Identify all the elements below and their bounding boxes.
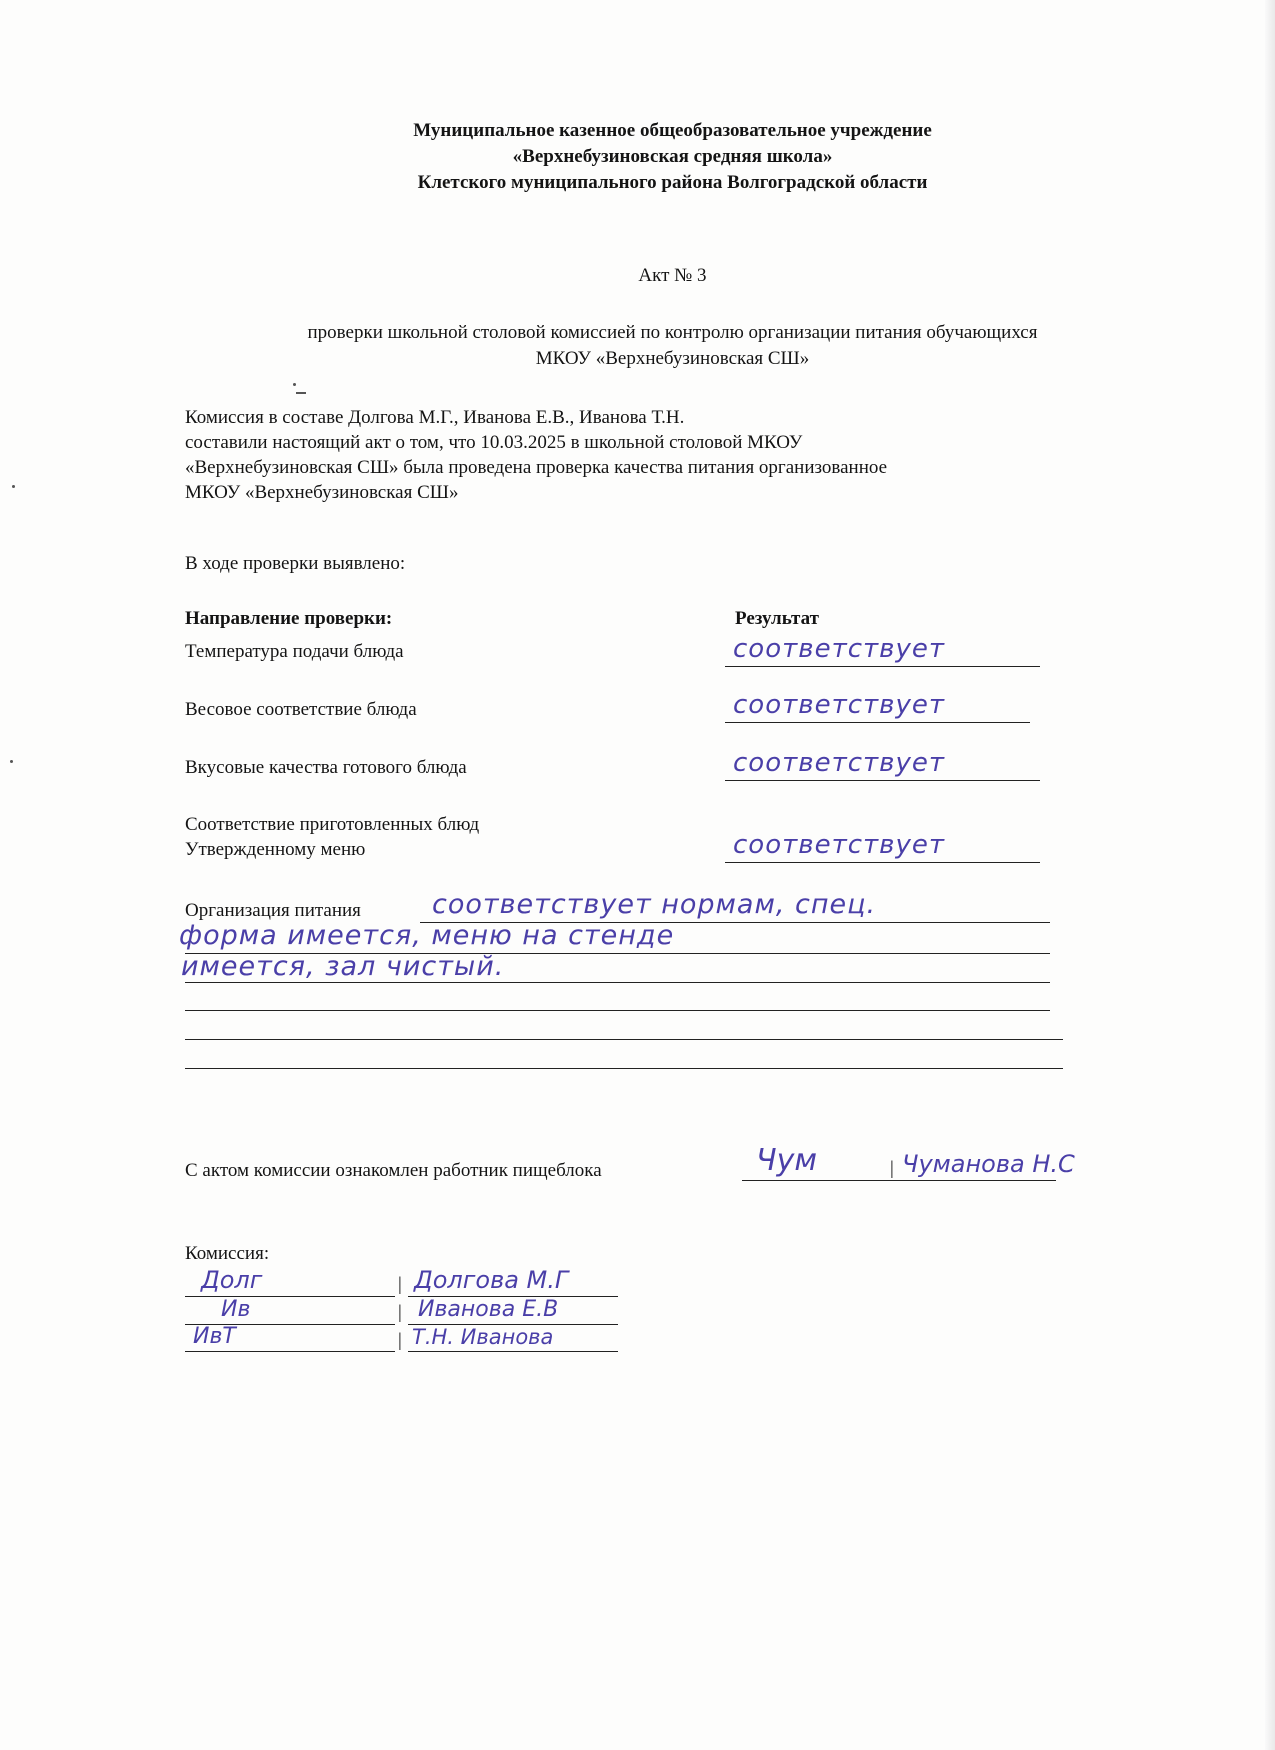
member-3-signature-field xyxy=(185,1325,395,1352)
handwritten-result: соответствует xyxy=(733,748,946,778)
result-column-header: Результат xyxy=(735,608,819,629)
separator: | xyxy=(398,1274,402,1295)
member-1-name-field xyxy=(408,1266,618,1297)
member-2-signature: Ив xyxy=(221,1297,251,1322)
member-3-signature: ИвТ xyxy=(193,1324,236,1349)
subtitle-line-2: МКОУ «Верхнебузиновская СШ» xyxy=(535,348,810,369)
organization-line-5 xyxy=(185,1009,1063,1040)
worker-name-field xyxy=(888,1142,1075,1181)
page-edge-shadow xyxy=(1265,0,1275,1750)
intro-paragraph xyxy=(185,405,1145,505)
direction-column-header: Направление проверки: xyxy=(185,608,393,629)
criterion-weight: Весовое соответствие блюда xyxy=(185,699,417,720)
header-line-3: Клетского муниципального района Волгоградской области xyxy=(417,172,928,193)
organization-label: Организация питания xyxy=(185,900,361,921)
organization-line-4 xyxy=(185,980,1050,1011)
member-2-name: Иванова Е.В xyxy=(418,1297,559,1322)
scan-speck xyxy=(296,392,306,394)
member-2-name-field xyxy=(408,1298,618,1325)
criterion-taste: Вкусовые качества готового блюда xyxy=(185,757,467,778)
result-field-weight xyxy=(725,690,1030,723)
worker-signature: Чум xyxy=(756,1143,817,1178)
handwritten-organization-3: имеется, зал чистый. xyxy=(181,951,505,982)
criterion-line-2: Утвержденному меню xyxy=(185,839,366,860)
member-1-name: Долгова М.Г xyxy=(414,1266,569,1294)
separator: | xyxy=(398,1330,402,1351)
organization-line-2 xyxy=(179,920,1050,954)
intro-line-4: МКОУ «Верхнебузиновская СШ» xyxy=(185,482,459,503)
scan-speck xyxy=(12,485,15,488)
institution-header xyxy=(0,118,1275,196)
member-2-signature-field xyxy=(185,1298,395,1325)
header-line-1: Муниципальное казенное общеобразовательное учреждение xyxy=(413,120,932,141)
organization-line-3 xyxy=(181,951,1050,983)
handwritten-organization-2: форма имеется, меню на стенде xyxy=(179,920,675,951)
scan-speck xyxy=(293,383,296,386)
result-field-menu xyxy=(725,830,1040,863)
subtitle-line-1: проверки школьной столовой комиссией по контролю организации питания обучающихся xyxy=(307,322,1038,343)
criterion-menu-compliance xyxy=(185,812,479,862)
scan-speck xyxy=(10,760,13,763)
separator: | xyxy=(890,1158,894,1179)
separator: | xyxy=(398,1302,402,1323)
criterion-temperature: Температура подачи блюда xyxy=(185,641,404,662)
found-label: В ходе проверки выявлено: xyxy=(185,553,406,574)
member-1-signature: Долг xyxy=(201,1266,263,1294)
acknowledgement-label: С актом комиссии ознакомлен работник пищеблока xyxy=(185,1160,602,1181)
result-field-temperature xyxy=(725,634,1040,667)
act-title: Акт № 3 xyxy=(638,265,707,286)
intro-line-1: Комиссия в составе Долгова М.Г., Иванова Е.В., Иванова Т.Н. xyxy=(185,407,685,428)
intro-line-2: составили настоящий акт о том, что 10.03.2025 в школьной столовой МКОУ xyxy=(185,432,803,453)
organization-line-6 xyxy=(185,1038,1063,1069)
handwritten-result: соответствует xyxy=(733,634,946,664)
criterion-line-1: Соответствие приготовленных блюд xyxy=(185,814,480,835)
handwritten-result: соответствует xyxy=(733,690,946,720)
member-1-signature-field xyxy=(185,1266,395,1297)
worker-name-handwritten: Чуманова Н.С xyxy=(902,1150,1075,1178)
act-subtitle xyxy=(160,320,1185,372)
organization-line-1 xyxy=(420,889,1050,923)
result-field-taste xyxy=(725,748,1040,781)
handwritten-organization-1: соответствует нормам, спец. xyxy=(432,889,877,920)
commission-label: Комиссия: xyxy=(185,1243,270,1264)
header-line-2: «Верхнебузиновская средняя школа» xyxy=(512,146,833,167)
worker-signature-field xyxy=(742,1142,888,1181)
member-3-name: Т.Н. Иванова xyxy=(412,1325,554,1349)
handwritten-result: соответствует xyxy=(733,830,946,860)
intro-line-3: «Верхнебузиновская СШ» была проведена проверка качества питания организованное xyxy=(185,457,888,478)
member-3-name-field xyxy=(408,1325,618,1352)
